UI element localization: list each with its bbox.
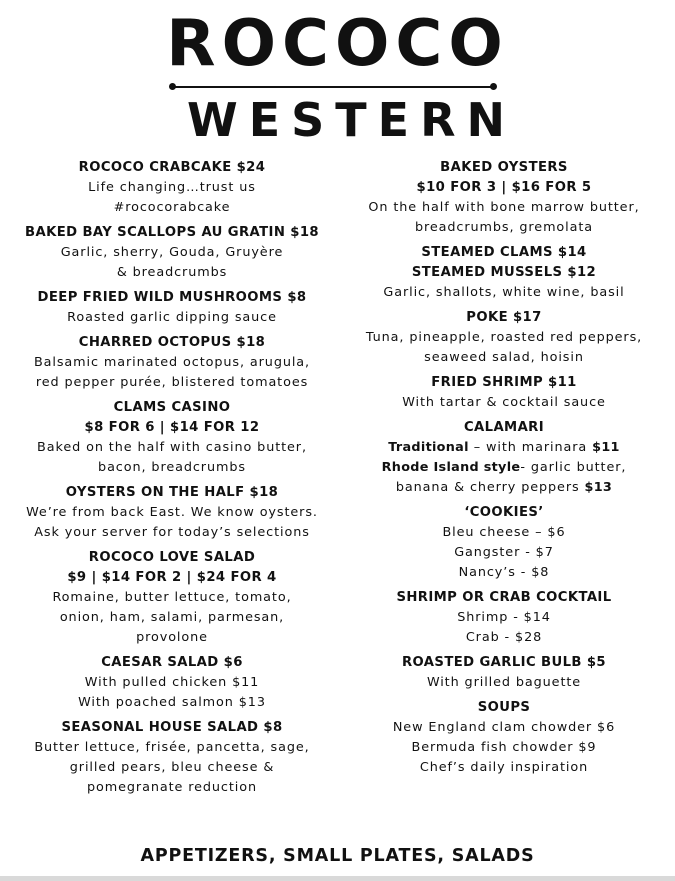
menu-item: [12, 333, 332, 393]
menu-item-title: OYSTERS ON THE HALF $18: [65, 485, 279, 500]
menu-item: [12, 288, 332, 328]
menu-item-description: Garlic, sherry, Gouda, Gruyère: [60, 245, 284, 260]
menu-item-description: Shrimp - $14: [457, 610, 551, 625]
bold-segment: Rhode Island style: [381, 460, 521, 475]
text-segment: – with marinara: [468, 440, 593, 455]
menu-item-title: CALAMARI: [463, 420, 545, 435]
menu-item-description: bacon, breadcrumbs: [98, 460, 246, 475]
menu-item-description: Chef’s daily inspiration: [419, 760, 589, 775]
menu-item-description: #rococorabcake: [113, 200, 231, 215]
menu-item: [344, 243, 664, 303]
menu-item-title: STEAMED CLAMS $14: [421, 245, 587, 260]
menu-item-description: grilled pears, bleu cheese &: [69, 760, 275, 775]
menu-item-description: With pulled chicken $11: [84, 675, 260, 690]
brand-title: ROCOCO: [166, 7, 509, 81]
menu-section-footer: APPETIZERS, SMALL PLATES, SALADS: [140, 846, 535, 866]
menu-item: [344, 373, 664, 413]
menu-item-description: Romaine, butter lettuce, tomato,: [52, 590, 292, 605]
brand-subtitle: WESTERN: [186, 93, 516, 147]
menu-item-description: pomegranate reduction: [87, 780, 257, 795]
menu-item-description: Bleu cheese – $6: [442, 525, 566, 540]
menu-item: [12, 223, 332, 283]
menu-item-description: Life changing…trust us: [88, 180, 256, 195]
right-menu-column: [344, 158, 664, 783]
bold-segment: Traditional: [388, 440, 469, 455]
menu-item-description: provolone: [136, 630, 208, 645]
bold-segment: $13: [584, 480, 613, 495]
menu-item-title: BAKED BAY SCALLOPS AU GRATIN $18: [25, 225, 319, 240]
menu-item-price: STEAMED MUSSELS $12: [411, 265, 597, 280]
menu-item-description: With poached salmon $13: [78, 695, 266, 710]
menu-item: [344, 588, 664, 648]
left-menu-column: [12, 158, 332, 803]
menu-item-description: Bermuda fish chowder $9: [411, 740, 597, 755]
menu-item: [12, 398, 332, 478]
menu-item-price: $8 FOR 6 | $14 FOR 12: [84, 420, 260, 435]
menu-item-description: [344, 478, 664, 498]
menu-item: [344, 158, 664, 238]
menu-item-description: Tuna, pineapple, roasted red peppers,: [365, 330, 643, 345]
menu-item-title: POKE $17: [466, 310, 542, 325]
menu-item-description: onion, ham, salami, parmesan,: [59, 610, 285, 625]
menu-item-description: [344, 438, 664, 458]
bottom-bar: [0, 876, 675, 881]
menu-item-title: ‘COOKIES’: [464, 505, 544, 520]
menu-item-description: Gangster - $7: [454, 545, 554, 560]
menu-item-title: DEEP FRIED WILD MUSHROOMS $8: [37, 290, 307, 305]
menu-item: [344, 418, 664, 498]
menu-item-title: BAKED OYSTERS: [440, 160, 568, 175]
menu-item: [12, 158, 332, 218]
menu-item-description: New England clam chowder $6: [392, 720, 616, 735]
menu-item-title: ROCOCO LOVE SALAD: [88, 550, 256, 565]
menu-item-description: Garlic, shallots, white wine, basil: [383, 285, 625, 300]
menu-item-description: Balsamic marinated octopus, arugula,: [33, 355, 311, 370]
menu-item-description: Roasted garlic dipping sauce: [67, 310, 277, 325]
menu-item-title: SHRIMP OR CRAB COCKTAIL: [396, 590, 612, 605]
menu-item-title: FRIED SHRIMP $11: [431, 375, 577, 390]
menu-item-title: SOUPS: [477, 700, 531, 715]
divider-ornament: [172, 86, 494, 88]
text-segment: - garlic butter,: [520, 460, 627, 475]
menu-item-description: [344, 458, 664, 478]
menu-item-title: CHARRED OCTOPUS $18: [78, 335, 266, 350]
menu-item-title: CAESAR SALAD $6: [101, 655, 243, 670]
menu-item-price: $10 FOR 3 | $16 FOR 5: [416, 180, 592, 195]
menu-item-description: Ask your server for today’s selections: [34, 525, 310, 540]
menu-item: [344, 653, 664, 693]
menu-item-description: With grilled baguette: [426, 675, 582, 690]
menu-item-description: breadcrumbs, gremolata: [414, 220, 594, 235]
menu-item-description: seaweed salad, hoisin: [424, 350, 584, 365]
menu-item-description: Crab - $28: [465, 630, 543, 645]
menu-item: [344, 503, 664, 583]
menu-item-description: Nancy’s - $8: [458, 565, 550, 580]
menu-item-description: Baked on the half with casino butter,: [37, 440, 307, 455]
menu-item-description: On the half with bone marrow butter,: [368, 200, 640, 215]
menu-item-description: & breadcrumbs: [116, 265, 228, 280]
text-segment: banana & cherry peppers: [395, 480, 585, 495]
menu-item: [344, 308, 664, 368]
menu-item-description: With tartar & cocktail sauce: [402, 395, 606, 410]
menu-item-description: red pepper purée, blistered tomatoes: [35, 375, 309, 390]
menu-item-description: We’re from back East. We know oysters.: [26, 505, 318, 520]
menu-item: [12, 653, 332, 713]
bold-segment: $11: [592, 440, 620, 455]
menu-item: [12, 548, 332, 648]
menu-item-price: $9 | $14 FOR 2 | $24 FOR 4: [67, 570, 277, 585]
menu-item: [12, 718, 332, 798]
menu-item: [344, 698, 664, 778]
menu-item-title: ROCOCO CRABCAKE $24: [78, 160, 266, 175]
menu-item: [12, 483, 332, 543]
menu-item-title: SEASONAL HOUSE SALAD $8: [61, 720, 283, 735]
menu-item-title: ROASTED GARLIC BULB $5: [402, 655, 606, 670]
menu-item-title: CLAMS CASINO: [113, 400, 231, 415]
menu-item-description: Butter lettuce, frisée, pancetta, sage,: [34, 740, 310, 755]
